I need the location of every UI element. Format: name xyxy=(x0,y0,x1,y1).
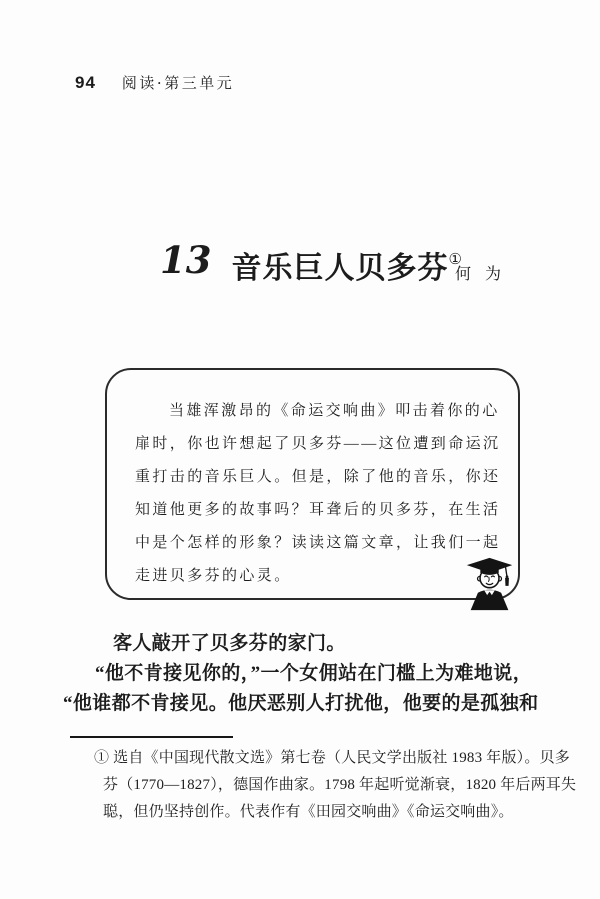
intro-line: 中是个怎样的形象？读读这篇文章，让我们一起 xyxy=(135,535,501,551)
lesson-title-text: 音乐巨人贝多芬 xyxy=(231,252,449,285)
intro-box xyxy=(105,368,520,600)
graduate-scholar-icon xyxy=(461,555,519,613)
body-line: “他谁都不肯接见。他厌恶别人打扰他，他要的是孤独和 xyxy=(63,693,539,714)
intro-line: 当雄浑激昂的《命运交响曲》叩击着你的心 xyxy=(169,403,500,419)
section-title: 阅读·第三单元 xyxy=(121,74,235,92)
footnote-line: ① 选自《中国现代散文选》第七卷（人民文学出版社 1983 年版）。贝多 xyxy=(94,750,570,766)
body-text xyxy=(63,629,539,719)
running-head xyxy=(75,72,234,93)
footnote xyxy=(94,745,577,826)
footnote-divider xyxy=(70,736,233,738)
page-number: 94 xyxy=(75,73,96,92)
intro-text xyxy=(107,370,518,593)
body-line: 客人敲开了贝多芬的家门。 xyxy=(113,633,346,654)
intro-line: 扉时，你也许想起了贝多芬——这位遭到命运沉 xyxy=(135,436,501,452)
title-footnote-ref: ① xyxy=(448,252,462,268)
lesson-number: 13 xyxy=(160,238,212,282)
lesson-title xyxy=(232,238,462,291)
body-line: “他不肯接见你的，”一个女佣站在门槛上为难地说， xyxy=(95,663,533,684)
intro-line: 重打击的音乐巨人。但是，除了他的音乐，你还 xyxy=(135,469,501,485)
footnote-line: 聪，但仍坚持创作。代表作有《田园交响曲》《命运交响曲》。 xyxy=(103,804,514,820)
lesson-title-row xyxy=(160,238,462,291)
footnote-line: 芬（1770—1827），德国作曲家。1798 年起听觉渐衰，1820 年后两耳失 xyxy=(103,777,577,793)
intro-line: 走进贝多芬的心灵。 xyxy=(135,568,292,584)
author-name: 何 为 xyxy=(455,266,507,283)
intro-line: 知道他更多的故事吗？耳聋后的贝多芬，在生活 xyxy=(135,502,501,518)
